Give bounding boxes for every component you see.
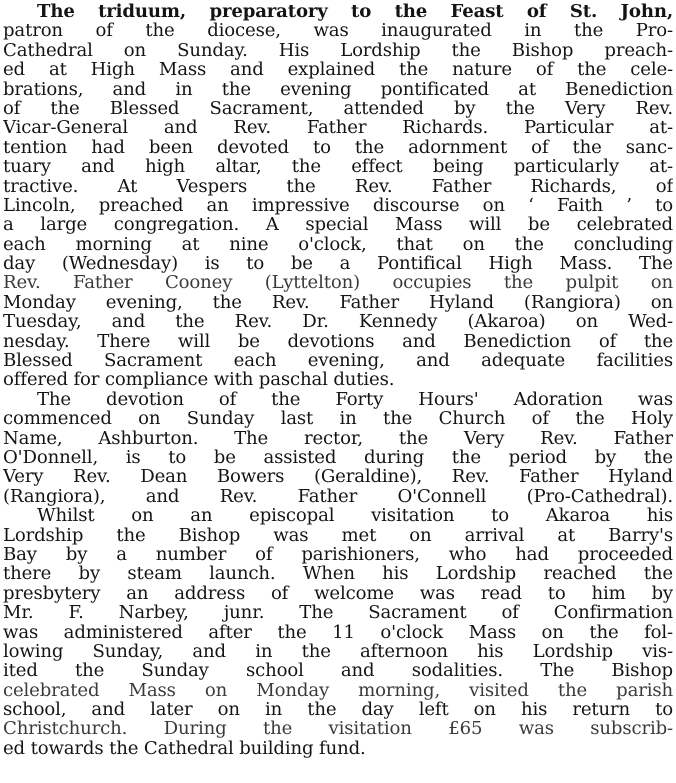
text-line: ed at High Mass and explained the nature of the cele-	[3, 60, 673, 80]
text-line: offered for compliance with paschal duties.	[3, 370, 395, 390]
text-line: Vicar-General and Rev. Father Richards. Particular at-	[3, 118, 673, 138]
text-line: tractive. At Vespers the Rev. Father Richards, of	[3, 176, 673, 196]
text-line: ed towards the Cathedral building fund.	[3, 738, 366, 759]
text-line: The triduum, preparatory to the Feast of St. John,	[37, 2, 673, 22]
text-line: celebrated Mass on Monday morning, visited the parish	[3, 680, 673, 701]
text-line: brations, and in the evening pontificated at Benediction	[3, 79, 673, 99]
text-line: Mr. F. Narbey, junr. The Sacrament of Confirmation	[3, 603, 673, 623]
paragraph-akaroa-visitation	[3, 506, 673, 758]
text-line: Name, Ashburton. The rector, the Very Rev. Father	[3, 428, 673, 448]
text-line: Bay by a number of parishioners, who had proceeded	[3, 544, 673, 565]
text-line: a large congregation. A special Mass will be celebrated	[3, 215, 673, 235]
text-line: The devotion of the Forty Hours' Adoration was	[37, 389, 673, 410]
text-line: tuary and high altar, the effect being particularly at-	[3, 157, 673, 177]
text-line: Lincoln, preached an impressive discourse on ‘ Faith ’ to	[3, 195, 673, 216]
text-line: school, and later on in the day left on his return to	[3, 700, 673, 720]
text-line: there by steam launch. When his Lordship reached the	[3, 564, 673, 584]
text-line: Blessed Sacrament each evening, and adequate facilities	[3, 351, 673, 371]
paragraph-triduum	[3, 2, 673, 390]
text-line: of the Blessed Sacrament, attended by the Very Rev.	[3, 98, 673, 119]
text-line: Monday evening, the Rev. Father Hyland (Rangiora) on	[3, 292, 673, 313]
text-line: Lordship the Bishop was met on arrival at Barry's	[3, 525, 673, 545]
text-line: tention had been devoted to the adornment of the sanc-	[3, 137, 673, 158]
text-line: patron of the diocese, was inaugurated in the Pro-	[3, 21, 673, 41]
text-line: Whilst on an episcopal visitation to Akaroa his	[37, 506, 673, 526]
text-line: lowing Sunday, and in the afternoon his Lordship vis-	[3, 641, 673, 662]
text-line: presbytery an address of welcome was read to him by	[3, 583, 673, 604]
text-line: Tuesday, and the Rev. Dr. Kennedy (Akaroa) on Wed-	[3, 312, 673, 332]
text-line: nesday. There will be devotions and Benediction of the	[3, 331, 673, 352]
text-line: Cathedral on Sunday. His Lordship the Bishop preach-	[3, 40, 673, 61]
text-line: (Rangiora), and Rev. Father O'Connell (Pro-Cathedral).	[3, 486, 673, 507]
text-line: Rev. Father Cooney (Lyttelton) occupies the pulpit on	[3, 273, 673, 293]
text-line: was administered after the 11 o'clock Mass on the fol-	[3, 622, 673, 642]
text-line: O'Donnell, is to be assisted during the period by the	[3, 447, 673, 468]
text-line: ited the Sunday school and sodalities. The Bishop	[3, 661, 673, 681]
text-line: Very Rev. Dean Bowers (Geraldine), Rev. Father Hyland	[3, 467, 673, 487]
text-line: commenced on Sunday last in the Church of the Holy	[3, 409, 673, 429]
text-line: each morning at nine o'clock, that on the concluding	[3, 234, 673, 255]
paragraph-forty-hours	[3, 390, 673, 506]
text-line: day (Wednesday) is to be a Pontifical High Mass. The	[3, 254, 673, 274]
text-line: Christchurch. During the visitation £65 was subscrib-	[3, 719, 673, 739]
